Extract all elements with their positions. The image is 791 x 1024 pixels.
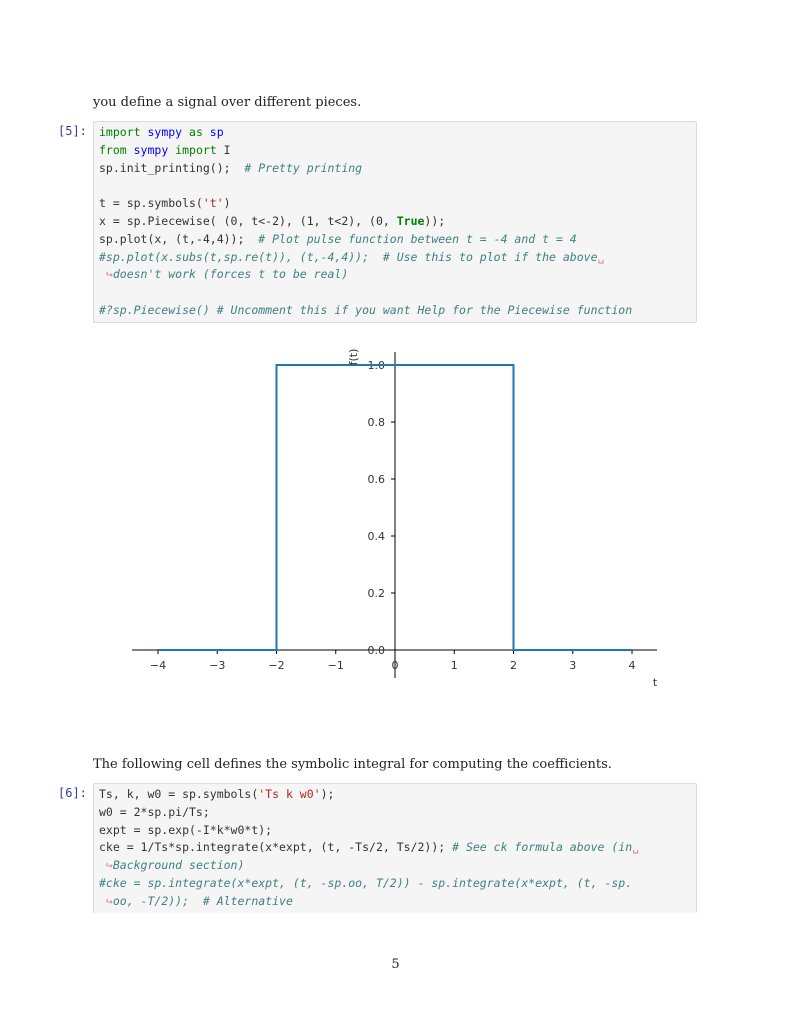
cell5-prompt: [5]:: [58, 124, 87, 138]
code-token: );: [320, 787, 335, 801]
code-token: # See ck formula above (in: [452, 840, 633, 855]
code-line: [99, 196, 231, 210]
code-token: w0 = 2*sp.pi/Ts;: [99, 804, 210, 819]
code-token: Background section): [112, 858, 245, 873]
code-token: #?sp.Piecewise() # Uncomment this if you want Help for the Piecewise function: [99, 302, 633, 317]
code-token: oo, -T/2)); # Alternative: [112, 893, 293, 908]
code-token: from: [99, 142, 134, 157]
y-tick-label: 1.0: [367, 359, 385, 372]
code-line: [99, 267, 348, 281]
code-token: sp.init_printing();: [99, 160, 245, 175]
code-cell-5-source[interactable]: [99, 124, 632, 320]
code-line: [99, 143, 231, 157]
code-token: ): [223, 196, 231, 211]
code-line: [99, 876, 632, 890]
pulse-plot: [125, 340, 665, 695]
y-axis-label: f(t): [347, 348, 360, 366]
code-line: [99, 787, 334, 801]
code-line: [99, 232, 577, 246]
code-token: sp.plot(x, (t,-4,4));: [99, 231, 259, 246]
code-token: True: [396, 213, 425, 228]
code-token: 't': [202, 196, 224, 211]
y-tick-label: 0.6: [367, 473, 385, 486]
x-tick-label: 2: [510, 659, 517, 672]
x-tick-label: 0: [391, 659, 399, 672]
x-tick-label: 3: [569, 659, 577, 672]
code-token: doesn't work (forces t to be real): [112, 267, 349, 282]
code-line: [99, 823, 272, 837]
x-tick-label: −4: [149, 659, 167, 672]
y-tick-label: 0.0: [367, 644, 385, 657]
code-token: x = sp.Piecewise( (0, t<-2), (1, t<2), (0,: [99, 213, 397, 228]
section-text: The following cell defines the symbolic integral for computing the coefficients.: [93, 757, 612, 772]
page-number: 5: [391, 957, 400, 972]
code-token: as: [182, 125, 210, 139]
x-tick-label: −2: [268, 659, 285, 672]
code-line: [99, 894, 293, 908]
code-line: [99, 840, 639, 854]
code-token: I: [223, 142, 231, 157]
x-axis-label: t: [652, 676, 658, 689]
code-token: #cke = sp.integrate(x*expt, (t, -sp.oo, T/2)) - sp.integrate(x*expt, (t, -sp.: [99, 875, 633, 890]
code-token: import: [99, 125, 148, 139]
code-token: ↪: [99, 267, 113, 282]
code-cell-6-source[interactable]: [99, 786, 639, 911]
code-line: [99, 303, 632, 317]
code-token: sp: [209, 125, 224, 139]
code-token: t = sp.symbols(: [99, 196, 203, 211]
code-token: import: [168, 142, 224, 157]
code-token: ));: [424, 213, 446, 228]
code-line: [99, 250, 604, 264]
code-cell-5[interactable]: [93, 121, 697, 323]
code-token: ↪: [99, 858, 113, 873]
code-token: # Plot pulse function between t = -4 and t = 4: [258, 231, 577, 246]
y-tick-label: 0.2: [367, 587, 385, 600]
code-token: # Pretty printing: [244, 160, 363, 175]
code-token: 'Ts k w0': [258, 787, 321, 801]
cell6-prompt: [6]:: [58, 786, 87, 800]
y-tick-label: 0.4: [367, 530, 385, 543]
code-token: Ts, k, w0 = sp.symbols(: [99, 787, 259, 801]
code-line: [99, 125, 224, 139]
code-token: ↪: [99, 893, 113, 908]
code-token: ␣: [632, 840, 640, 855]
x-tick-label: −3: [209, 659, 226, 672]
x-tick-label: 1: [450, 659, 458, 672]
code-token: expt = sp.exp(-I*k*w0*t);: [99, 822, 273, 837]
code-token: ␣: [597, 249, 605, 264]
code-line: [99, 858, 244, 872]
code-cell-6[interactable]: [93, 783, 697, 913]
code-line: [99, 214, 445, 228]
code-line: [99, 805, 210, 819]
code-token: #sp.plot(x.subs(t,sp.re(t)), (t,-4,4)); # Use this to plot if the above: [99, 249, 598, 264]
code-token: sympy: [133, 142, 169, 157]
intro-text: you define a signal over different pieces.: [93, 95, 362, 110]
x-tick-label: 4: [628, 659, 636, 672]
code-token: sympy: [147, 125, 183, 139]
y-tick-label: 0.8: [367, 416, 385, 429]
x-tick-label: −1: [327, 659, 344, 672]
code-line: [99, 161, 362, 175]
code-token: cke = 1/Ts*sp.integrate(x*expt, (t, -Ts/2, Ts/2));: [99, 840, 453, 855]
